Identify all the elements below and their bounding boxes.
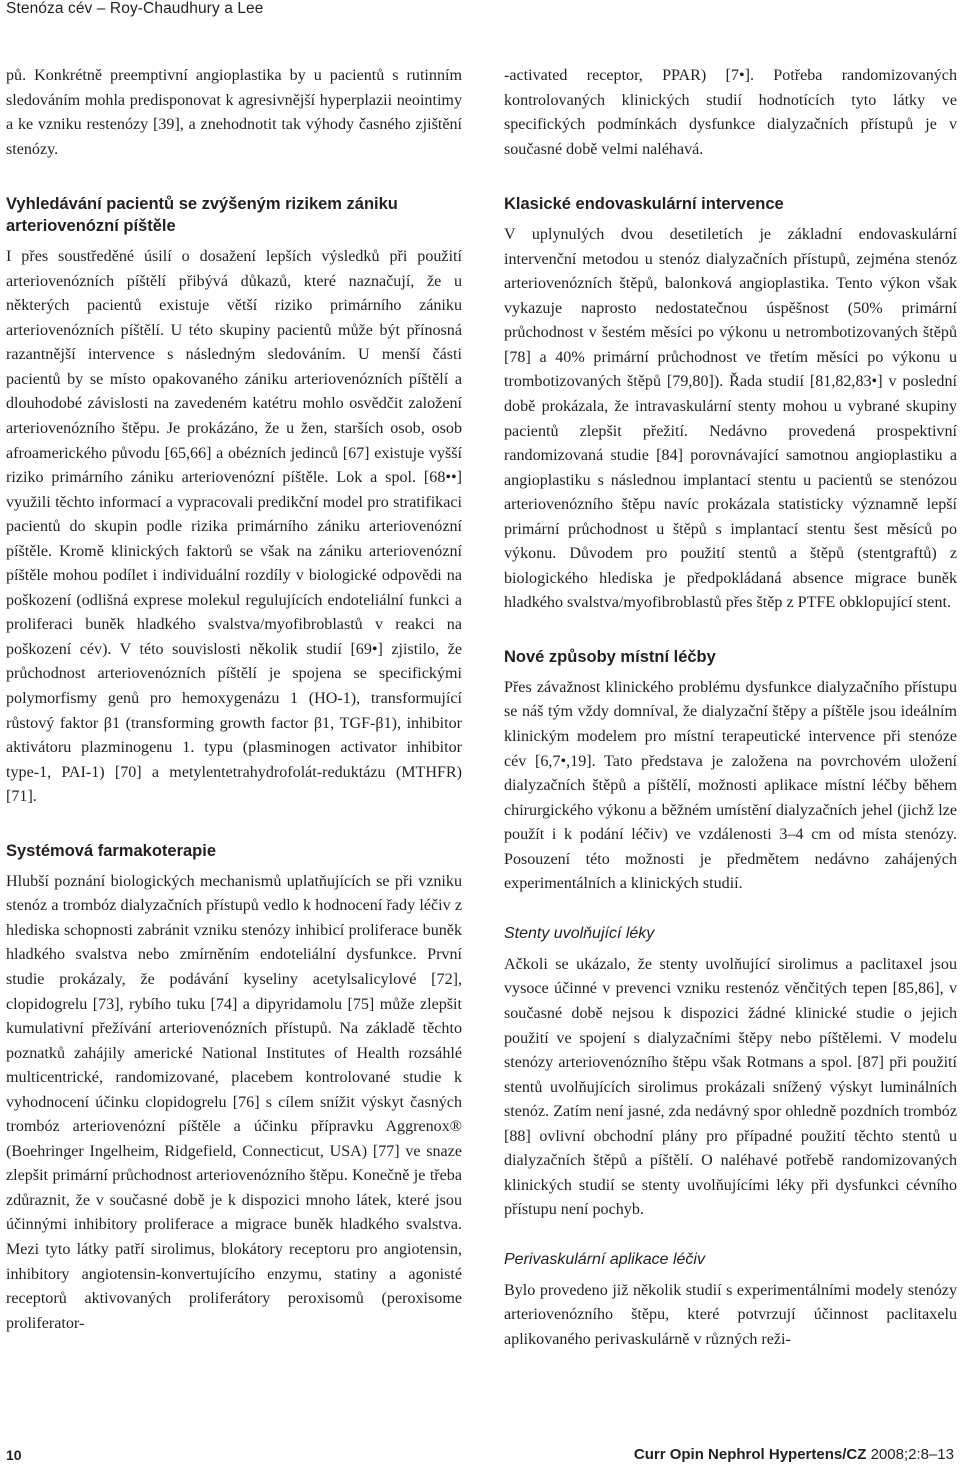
paragraph-risk-patients: I přes soustředěné úsilí o dosažení lepších výsledků při použití arteriovenózních píštělí přibývá důkazů, které naznačují, že u některých pacientů existuje větší riziko primárního zániku arteriovenózních píštělí. U této skupiny pacientů může být přínosná razantnější intervence s následným sledováním. U menší části pacientů by se místo opakovaného zániku arteriovenózních píštělí a dlouhodobé závislosti na zavedeném katétru mohlo osvědčit založení arteriovenózního štěpu. Je prokázáno, že u žen, starších osob, osob afroamerického původu [65,66] a obézních jedinců [67] existuje vyšší riziko primárního zániku arteriovenózní píštěle. Lok a spol. [68••] využili těchto informací a vypracovali predikční model pro stratifikaci pacientů do skupin podle rizika primárního zániku arteriovenózní píštěle. Kromě klinických faktorů se však na zániku arteriovenózní píštěle mohou podílet i individuální rozdíly v biologické odpovědi na poškození (odlišná exprese molekul regulujících endoteliální funkci a proliferaci buněk hladkého svalstva/myofibroblastů v reakci na poškození cév). V této souvislosti několik studií [69•] zjistilo, že průchodnost arteriovenózních píštělí je spojena se specifickými polymorfismy genů pro hemoxygenázu 1 (HO-1), transformující růstový faktor β1 (transforming growth factor β1, TGF-β1), inhibitor aktivátoru plazminogenu 1. typu (plasminogen activator inhibitor type-1, PAI-1) [70] a metylentetrahydrofolát-reduktázu (MTHFR) [71]. <box>6 248 462 806</box>
paragraph-drug-eluting-stents: Ačkoli se ukázalo, že stenty uvolňující sirolimus a paclitaxel jsou vysoce účinné v prevenci vzniku restenóz věnčitých tepen [85,86], v současné době nejsou k dispozici žádné klinické studie o jejich použití ve spojení s dialyzačními štěpy nebo píštělemi. V modelu stenózy arteriovenózního štěpu však Rotmans a spol. [87] při použití stentů uvolňujících sirolimus prokázali snížený výskyt luminálních stenóz. Zatím není jasné, zda nedávný spor ohledně pozdních trombóz [88] ovlivní obchodní plány pro případné použití těchto stentů u dialyzačních štěpů a píštělí. O naléhavé potřebě randomizovaných klinických studií se stenty uvolňujícími léky při dysfunkci cévního přístupu není pochyb. <box>504 955 957 1219</box>
page-number: 10 <box>6 1447 22 1463</box>
paragraph-perivascular: Bylo provedeno již několik studií s experimentálními modely stenózy arteriovenózního štěpu, které potvrzují účinnost paclitaxelu aplikovaného perivaskulárně v různých reži- <box>504 1281 957 1348</box>
heading-risk-patients: Vyhledávání pacientů se zvýšeným rizikem zániku arteriovenózní píštěle <box>6 195 398 236</box>
journal-citation <box>634 1446 954 1463</box>
journal-name: Curr Opin Nephrol Hypertens/CZ <box>633 1446 867 1463</box>
heading-drug-eluting-stents: Stenty uvolňující léky <box>504 924 655 942</box>
heading-perivascular: Perivaskulární aplikace léčiv <box>504 1250 705 1268</box>
paragraph-continuation: -activated receptor, PPAR) [7•]. Potřeba randomizovaných kontrolovaných klinických studií hodnotících tyto látky ve specifických podmínkách dysfunkce dialyzačních přístupů je v současné době velmi naléhavá. <box>504 67 957 158</box>
paragraph-local-therapy: Přes závažnost klinického problému dysfunkce dialyzačního přístupu se náš tým vždy domníval, že dialyzační štěpy a píštěle jsou ideálním klinickým modelem pro místní terapeutické intervence při stenóze cév [6,7•,19]. Tato představa je založena na povrchovém uložení dialyzačních štěpů a píštělí, možnosti aplikace místní léčby během chirurgického výkonu a běžném umístění dialyzačních jehel (jichž lze použít i k podání léčiv) ve vzdálenosti 3–4 cm od místa stenózy. Posouzení této možnosti je předmětem nedávno zahájených experimentálních a klinických studií. <box>504 678 957 893</box>
paragraph-systemic-pharmacotherapy: Hlubší poznání biologických mechanismů uplatňujících se při vzniku stenóz a trombóz dialyzačních přístupů vedlo k hodnocení řady léčiv z hlediska schopnosti zabránit vzniku stenózy inhibicí proliferace buněk hladkého svalstva nebo zmírněním endoteliální dysfunkce. První studie prokázaly, že podávání kyseliny acetylsalicylové [72], clopidogrelu [73], rybího tuku [74] a dipyridamolu [75] může zlepšit kumulativní přežívání arteriovenózních přístupů. Na základě těchto poznatků zahájily americké National Institutes of Health rozsáhlé multicentrické, randomizované, placebem kontrolované studie k vyhodnocení účinku clopidogrelu [76] s cílem snížit výskyt časných trombóz arteriovenózní píštěle a účinku přípravku Aggrenox® (Boehringer Ingelheim, Ridgefield, Connecticut, USA) [77] ve snaze zlepšit primární průchodnost arteriovenózního štěpu. Konečně je třeba zdůraznit, že v současné době je k dispozici mnoho látek, které jsou účinnými inhibitory proliferace a migrace buněk hladkého svalstva. Mezi tyto látky patří sirolimus, blokátory receptoru pro angiotensin, inhibitory angiotensin-konvertujícího enzymu, statiny a agonisté receptorů aktivovaných proliferátory peroxisomů (peroxisome proliferator- <box>6 872 462 1332</box>
heading-systemic-pharmacotherapy: Systémová farmakoterapie <box>6 841 217 860</box>
left-column <box>6 64 462 1336</box>
heading-local-therapy: Nové způsoby místní léčby <box>504 647 716 666</box>
running-title: Stenóza cév – Roy-Chaudhury a Lee <box>6 0 264 17</box>
paragraph-intro: pů. Konkrétně preemptivní angioplastika by u pacientů s rutinním sledováním mohla predisponovat k agresivnější hyperplazii neointimy a ke vzniku restenózy [39], a znehodnotit tak výhody časného zjištění stenózy. <box>6 67 462 158</box>
paragraph-endovascular: V uplynulých dvou desetiletích je základní endovaskulární intervenční metodou u stenóz dialyzačních přístupů, zejména stenóz arteriovenózních štěpů, balonková angioplastika. Tento výkon však vykazuje naprosto nedostatečnou úspěšnost (50% primární průchodnost v šestém měsíci po výkonu u netrombotizovaných štěpů [78] a 40% primární průchodnost ve třetím měsíci po výkonu u trombotizovaných štěpů [79,80]). Řada studií [81,82,83•] v poslední době prokázala, že intravaskulární stenty mohou u vybrané skupiny pacientů zlepšit přežití. Nedávno provedená prospektivní randomizovaná studie [84] porovnávající samotnou angioplastiku a angioplastiku s následnou implantací stentu u pacientů se stenózou arteriovenózního štěpu navíc prokázala statisticky významně lepší primární průchodnost u štěpů s implantací stentu šest měsíců po výkonu. Důvodem pro použití stentů a štěpů (stentgraftů) z biologického hlediska je předpokládaná absence migrace buněk hladkého svalstva/myofibroblastů přes štěp z PTFE obklopující stent. <box>504 226 957 612</box>
heading-endovascular: Klasické endovaskulární intervence <box>504 195 784 214</box>
right-column <box>504 64 957 1353</box>
journal-issue: 2008;2:8–13 <box>870 1446 954 1463</box>
